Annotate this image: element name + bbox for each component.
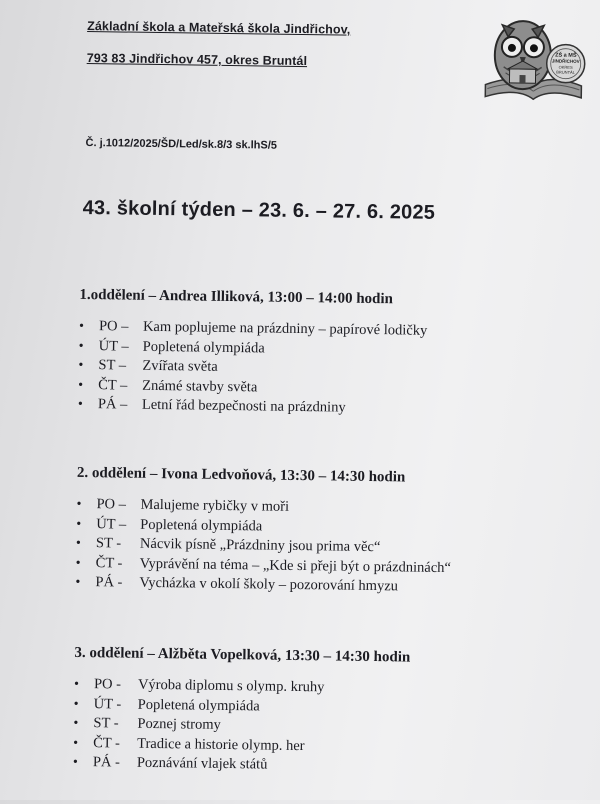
activity-text: Popletená olympiáda: [142, 338, 265, 357]
logo-badge-line-2: JINDŘICHOV: [551, 58, 580, 64]
day-label: ST –: [98, 357, 127, 374]
day-label: ČT -: [95, 554, 123, 572]
section-heading: 1.oddělení – Andrea Illiková, 13:00 – 14:00 hodin: [79, 286, 394, 308]
activity-list: [78, 318, 428, 420]
bullet-icon: •: [73, 715, 79, 731]
owl-logo-icon: [477, 14, 590, 108]
logo-badge-line-1: ZŠ a MŠ: [555, 52, 577, 59]
activity-text: Kam poplujeme na prázdniny – papírové lodičky: [142, 318, 428, 339]
bullet-icon: •: [78, 357, 84, 373]
bullet-icon: •: [73, 676, 80, 692]
bullet-icon: •: [76, 516, 82, 532]
section-heading: 3. oddělení – Alžběta Vopelková, 13:30 – 14:30 hodin: [74, 644, 411, 666]
activity-text: Výroba diplomu s olymp. kruhy: [137, 676, 325, 696]
activity-text: Letní řád bezpečnosti na prázdniny: [141, 396, 346, 416]
activity-text: Popletená olympiáda: [140, 516, 263, 534]
day-label: ČT –: [98, 376, 128, 394]
list-item: [75, 574, 450, 599]
day-label: ÚT –: [96, 515, 127, 533]
activity-text: Zvířata světa: [142, 357, 218, 375]
school-name: Základní škola a Mateřská škola Jindřichov,: [87, 18, 351, 37]
day-label: ST -: [93, 715, 119, 732]
list-item: [73, 754, 409, 778]
bullet-icon: •: [75, 574, 81, 590]
school-address: 793 83 Jindřichov 457, okres Bruntál: [86, 50, 308, 69]
bullet-icon: •: [75, 555, 81, 571]
section-2: [75, 465, 452, 599]
reference-number: Č. j.1012/2025/ŠD/Led/sk.8/3 sk.lhS/5: [85, 136, 278, 152]
day-label: PÁ -: [95, 574, 123, 591]
bullet-icon: •: [78, 318, 85, 334]
activity-text: Poznávání vlajek států: [136, 754, 268, 773]
bullet-icon: •: [76, 496, 82, 512]
activity-text: Známé stavby světa: [142, 377, 258, 395]
section-1: [78, 287, 428, 420]
week-title: 43. školní týden – 23. 6. – 27. 6. 2025: [82, 196, 436, 224]
day-label: PO –: [96, 496, 127, 513]
day-label: PO –: [98, 318, 129, 335]
activity-text: Nácvik písně „Prázdniny jsou prima věc“: [139, 535, 381, 556]
bullet-icon: •: [78, 338, 84, 354]
day-label: PO -: [93, 676, 122, 693]
day-label: ST -: [95, 535, 122, 552]
school-logo: [477, 14, 590, 108]
logo-badge-line-3: OKRES: [558, 64, 573, 70]
activity-text: Tradice a historie olymp. her: [137, 735, 305, 754]
activity-text: Vycházka v okolí školy – pozorování hmyzu: [139, 574, 399, 595]
activity-text: Poznej stromy: [137, 715, 221, 733]
section-heading: 2. oddělení – Ivona Ledvoňová, 13:30 – 14:30 hodin: [76, 464, 406, 486]
activity-text: Popletená olympiáda: [137, 696, 260, 714]
day-label: ÚT -: [93, 695, 122, 713]
day-label: PÁ –: [97, 396, 128, 413]
section-3: [73, 645, 411, 778]
bullet-icon: •: [73, 735, 79, 751]
day-label: ÚT –: [98, 337, 129, 355]
day-label: PÁ -: [92, 754, 121, 771]
bullet-icon: •: [77, 396, 83, 412]
activity-list: [75, 496, 452, 599]
bullet-icon: •: [78, 377, 84, 393]
day-label: ČT -: [93, 734, 121, 752]
list-item: [78, 396, 427, 420]
logo-badge-line-4: BRUNTÁL: [556, 69, 575, 75]
bullet-icon: •: [72, 754, 78, 770]
activity-text: Vyprávění na téma – „Kde si přeji být o prázdninách“: [139, 555, 452, 576]
activity-text: Malujeme rybičky v moři: [140, 496, 290, 515]
bullet-icon: •: [73, 696, 79, 712]
bullet-icon: •: [75, 535, 81, 551]
activity-list: [73, 676, 410, 778]
